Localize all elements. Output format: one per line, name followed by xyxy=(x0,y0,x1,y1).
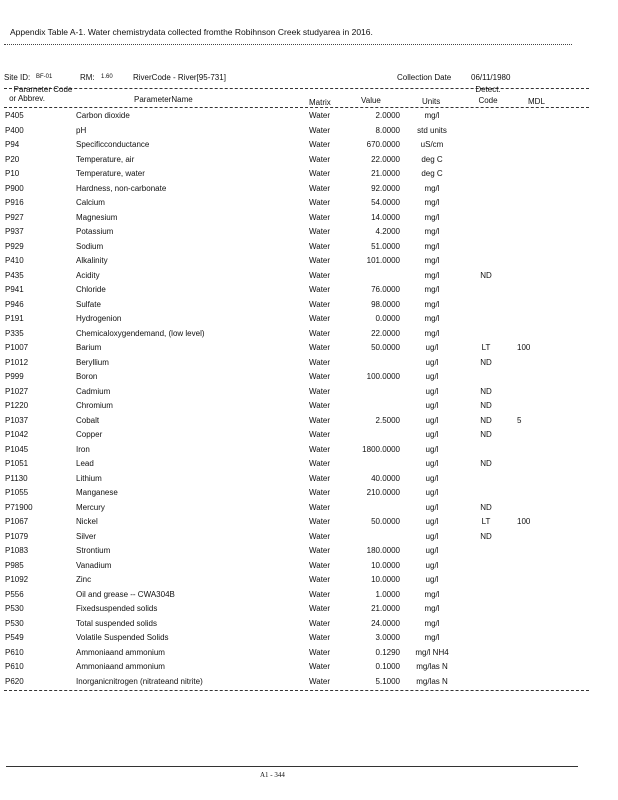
cell-units: ug/l xyxy=(425,546,439,555)
cell-units: ug/l xyxy=(425,473,439,483)
table-row xyxy=(0,458,618,473)
cell-mdl: 100 xyxy=(517,517,531,526)
cell-value: 92.0000 xyxy=(371,183,400,193)
table-row xyxy=(0,516,618,531)
cell-param-code: P900 xyxy=(5,183,24,193)
cell-param-code: P916 xyxy=(5,198,24,207)
col-header-param-code-line2: or Abbrev. xyxy=(9,94,45,103)
cell-param-code: P1051 xyxy=(5,459,29,468)
cell-units: mg/l xyxy=(424,198,440,207)
cell-matrix: Water xyxy=(309,183,331,193)
cell-param-name: Sulfate xyxy=(76,299,101,309)
table-row xyxy=(0,342,618,357)
cell-matrix: Water xyxy=(309,125,331,135)
cell-units: uS/cm xyxy=(420,140,444,149)
table-row xyxy=(0,197,618,212)
cell-param-name: Manganese xyxy=(76,488,118,497)
table-row xyxy=(0,313,618,328)
cell-value: 670.0000 xyxy=(366,140,400,149)
cell-param-name: Inorganicnitrogen (nitrateand nitrite) xyxy=(76,676,203,686)
cell-param-code: P999 xyxy=(5,372,24,381)
cell-param-name: Chemicaloxygendemand, (low level) xyxy=(76,328,205,338)
table-row xyxy=(0,473,618,488)
cell-units: mg/l xyxy=(424,328,440,338)
cell-param-name: Sodium xyxy=(76,241,104,251)
cell-units: ug/l xyxy=(425,444,439,454)
caption-divider xyxy=(4,44,572,45)
cell-units: mg/l xyxy=(424,299,440,309)
cell-matrix: Water xyxy=(309,227,331,236)
cell-param-name: Lead xyxy=(76,459,94,468)
cell-units: ug/l xyxy=(425,430,439,439)
cell-matrix: Water xyxy=(309,270,331,280)
cell-matrix: Water xyxy=(309,198,331,207)
cell-param-name: Hardness, non-carbonate xyxy=(76,183,167,193)
cell-param-name: Strontium xyxy=(76,546,111,555)
cell-matrix: Water xyxy=(309,662,331,671)
cell-detect-code: ND xyxy=(480,415,492,425)
cell-matrix: Water xyxy=(309,299,331,309)
cell-param-name: Magnesium xyxy=(76,212,118,222)
table-row xyxy=(0,183,618,198)
cell-units: ug/l xyxy=(425,415,439,425)
col-header-param-code xyxy=(8,85,78,103)
cell-param-name: Ammoniaand ammonium xyxy=(76,662,165,671)
cell-param-name: Chloride xyxy=(76,285,106,294)
cell-value: 10.0000 xyxy=(371,575,400,584)
cell-value: 24.0000 xyxy=(371,618,400,628)
cell-param-code: P191 xyxy=(5,314,24,323)
cell-param-code: P1037 xyxy=(5,415,29,425)
cell-param-code: P941 xyxy=(5,285,24,294)
cell-value: 51.0000 xyxy=(371,241,400,251)
cell-value: 0.0000 xyxy=(375,314,400,323)
cell-detect-code: ND xyxy=(480,430,492,439)
cell-units: mg/l xyxy=(424,256,440,265)
cell-matrix: Water xyxy=(309,285,331,294)
cell-param-name: Fixedsuspended solids xyxy=(76,604,158,613)
cell-value: 3.0000 xyxy=(375,633,400,642)
cell-value: 22.0000 xyxy=(371,154,400,164)
table-row xyxy=(0,284,618,299)
cell-param-name: Carbon dioxide xyxy=(76,111,130,120)
table-row xyxy=(0,357,618,372)
table-row xyxy=(0,502,618,517)
cell-param-name: Potassium xyxy=(76,227,114,236)
cell-param-code: P71900 xyxy=(5,502,33,512)
cell-value: 4.2000 xyxy=(375,227,400,236)
cell-units: ug/l xyxy=(425,488,439,497)
cell-units: ug/l xyxy=(425,343,439,352)
cell-matrix: Water xyxy=(309,618,331,628)
site-id-label: Site ID: xyxy=(4,73,31,82)
cell-param-code: P405 xyxy=(5,111,24,120)
cell-units: mg/l xyxy=(424,604,440,613)
cell-param-code: P1083 xyxy=(5,546,29,555)
cell-units: mg/l xyxy=(424,212,440,222)
cell-units: ug/l xyxy=(425,502,439,512)
col-header-detect xyxy=(474,85,502,105)
cell-value: 40.0000 xyxy=(371,473,400,483)
col-header-value: Value xyxy=(361,96,381,105)
collection-date-value: 06/11/1980 xyxy=(471,73,511,82)
cell-value: 101.0000 xyxy=(366,256,400,265)
cell-param-name: Boron xyxy=(76,372,98,381)
cell-param-code: P937 xyxy=(5,227,24,236)
table-row xyxy=(0,212,618,227)
cell-param-name: Temperature, water xyxy=(76,169,145,178)
cell-value: 76.0000 xyxy=(371,285,400,294)
cell-param-code: P985 xyxy=(5,560,24,570)
cell-units: mg/l xyxy=(424,183,440,193)
table-row xyxy=(0,661,618,676)
cell-matrix: Water xyxy=(309,604,331,613)
cell-detect-code: ND xyxy=(480,531,492,541)
cell-matrix: Water xyxy=(309,169,331,178)
cell-units: std units xyxy=(417,125,447,135)
cell-units: deg C xyxy=(421,169,443,178)
table-row xyxy=(0,647,618,662)
cell-param-name: Total suspended solids xyxy=(76,618,157,628)
cell-units: ug/l xyxy=(425,517,439,526)
cell-units: mg/l xyxy=(424,633,440,642)
cell-matrix: Water xyxy=(309,357,331,367)
rm-label: RM: xyxy=(80,73,95,82)
table-row xyxy=(0,560,618,575)
table-row xyxy=(0,531,618,546)
table-row xyxy=(0,270,618,285)
cell-param-code: P1007 xyxy=(5,343,29,352)
data-table xyxy=(0,110,618,690)
cell-matrix: Water xyxy=(309,111,331,120)
cell-param-name: Iron xyxy=(76,444,90,454)
table-row xyxy=(0,603,618,618)
header-divider-bottom xyxy=(4,107,589,108)
cell-matrix: Water xyxy=(309,647,331,657)
cell-value: 21.0000 xyxy=(371,604,400,613)
cell-value: 5.1000 xyxy=(375,676,400,686)
table-row xyxy=(0,226,618,241)
cell-matrix: Water xyxy=(309,140,331,149)
cell-param-code: P549 xyxy=(5,633,24,642)
table-row xyxy=(0,110,618,125)
col-header-param-code-line1: Parameter Code xyxy=(13,85,73,94)
cell-param-code: P927 xyxy=(5,212,24,222)
col-header-param-name: ParameterName xyxy=(134,95,193,104)
cell-param-name: Cobalt xyxy=(76,415,100,425)
cell-param-name: Zinc xyxy=(76,575,92,584)
col-header-mdl: MDL xyxy=(528,97,545,106)
cell-units: mg/l xyxy=(424,589,440,599)
column-headers xyxy=(0,87,618,109)
cell-units: ug/l xyxy=(425,372,439,381)
cell-units: deg C xyxy=(421,154,443,164)
cell-param-name: Vanadium xyxy=(76,560,112,570)
cell-units: ug/l xyxy=(425,575,439,584)
cell-param-name: Cadmium xyxy=(76,386,111,396)
cell-matrix: Water xyxy=(309,328,331,338)
cell-value: 50.0000 xyxy=(371,343,400,352)
cell-param-name: Lithium xyxy=(76,473,102,483)
cell-units: mg/las N xyxy=(416,662,448,671)
cell-matrix: Water xyxy=(309,473,331,483)
cell-matrix: Water xyxy=(309,444,331,454)
cell-matrix: Water xyxy=(309,502,331,512)
table-row xyxy=(0,574,618,589)
cell-detect-code: ND xyxy=(480,357,492,367)
rm-value: 1.60 xyxy=(101,74,113,80)
cell-param-code: P610 xyxy=(5,662,24,671)
table-row xyxy=(0,444,618,459)
cell-value: 10.0000 xyxy=(371,560,400,570)
table-row xyxy=(0,386,618,401)
cell-param-code: P1092 xyxy=(5,575,29,584)
table-row xyxy=(0,589,618,604)
cell-param-name: Copper xyxy=(76,430,103,439)
table-row xyxy=(0,139,618,154)
table-row xyxy=(0,429,618,444)
cell-matrix: Water xyxy=(309,241,331,251)
cell-param-code: P1079 xyxy=(5,531,29,541)
cell-param-code: P400 xyxy=(5,125,24,135)
cell-units: mg/l xyxy=(424,227,440,236)
cell-param-name: Hydrogenion xyxy=(76,314,122,323)
col-header-matrix: Matrix xyxy=(309,98,331,107)
cell-param-name: Barium xyxy=(76,343,102,352)
cell-value: 14.0000 xyxy=(371,212,400,222)
cell-detect-code: LT xyxy=(481,517,491,526)
cell-param-name: Nickel xyxy=(76,517,98,526)
cell-detect-code: ND xyxy=(480,502,492,512)
cell-param-name: Chromium xyxy=(76,401,113,410)
cell-value: 8.0000 xyxy=(375,125,400,135)
cell-units: mg/l xyxy=(424,111,440,120)
cell-param-name: Acidity xyxy=(76,270,100,280)
site-header xyxy=(0,73,618,85)
cell-param-name: Silver xyxy=(76,531,97,541)
cell-param-code: P335 xyxy=(5,328,24,338)
cell-units: mg/l xyxy=(424,241,440,251)
cell-value: 98.0000 xyxy=(371,299,400,309)
cell-matrix: Water xyxy=(309,575,331,584)
cell-value: 2.0000 xyxy=(375,111,400,120)
table-row xyxy=(0,400,618,415)
cell-param-code: P610 xyxy=(5,647,24,657)
cell-matrix: Water xyxy=(309,517,331,526)
cell-param-code: P1067 xyxy=(5,517,29,526)
cell-matrix: Water xyxy=(309,256,331,265)
cell-matrix: Water xyxy=(309,314,331,323)
cell-value: 50.0000 xyxy=(371,517,400,526)
cell-value: 2.5000 xyxy=(375,415,400,425)
table-row xyxy=(0,299,618,314)
cell-matrix: Water xyxy=(309,212,331,222)
cell-param-name: Beryllium xyxy=(76,357,109,367)
table-row xyxy=(0,168,618,183)
cell-matrix: Water xyxy=(309,589,331,599)
cell-value: 1800.0000 xyxy=(362,444,400,454)
table-row xyxy=(0,676,618,691)
cell-units: mg/l xyxy=(424,618,440,628)
cell-param-code: P1055 xyxy=(5,488,29,497)
cell-matrix: Water xyxy=(309,560,331,570)
river-code: RiverCode - River[95-731] xyxy=(133,73,226,82)
cell-param-code: P1027 xyxy=(5,386,29,396)
cell-matrix: Water xyxy=(309,531,331,541)
cell-param-code: P435 xyxy=(5,270,24,280)
cell-value: 22.0000 xyxy=(371,328,400,338)
cell-matrix: Water xyxy=(309,386,331,396)
cell-param-code: P1130 xyxy=(5,473,28,483)
cell-param-code: P946 xyxy=(5,299,24,309)
cell-param-code: P20 xyxy=(5,154,20,164)
cell-matrix: Water xyxy=(309,415,331,425)
cell-param-code: P1220 xyxy=(5,401,29,410)
cell-param-code: P410 xyxy=(5,256,24,265)
cell-param-code: P556 xyxy=(5,589,24,599)
cell-units: ug/l xyxy=(425,531,439,541)
cell-value: 54.0000 xyxy=(371,198,400,207)
cell-param-name: Alkalinity xyxy=(76,256,108,265)
table-row xyxy=(0,241,618,256)
table-row xyxy=(0,125,618,140)
table-row xyxy=(0,371,618,386)
cell-matrix: Water xyxy=(309,546,331,555)
cell-param-name: Volatile Suspended Solids xyxy=(76,633,169,642)
footer-rule xyxy=(6,766,578,767)
table-row xyxy=(0,487,618,502)
table-row xyxy=(0,255,618,270)
site-id-value: BF-01 xyxy=(36,74,53,80)
cell-detect-code: LT xyxy=(481,343,491,352)
cell-value: 100.0000 xyxy=(366,372,400,381)
cell-units: mg/l xyxy=(424,314,440,323)
cell-param-name: Oil and grease -- CWA304B xyxy=(76,589,175,599)
collection-date-label: Collection Date xyxy=(397,73,452,82)
table-row xyxy=(0,415,618,430)
table-row xyxy=(0,545,618,560)
table-row xyxy=(0,328,618,343)
cell-units: ug/l xyxy=(425,459,439,468)
cell-param-name: Temperature, air xyxy=(76,154,135,164)
cell-param-name: pH xyxy=(76,125,87,135)
cell-param-code: P1045 xyxy=(5,444,29,454)
col-header-detect-line2: Code xyxy=(478,96,498,105)
cell-value: 0.1290 xyxy=(375,647,400,657)
cell-matrix: Water xyxy=(309,633,331,642)
cell-mdl: 5 xyxy=(517,415,522,425)
cell-matrix: Water xyxy=(309,343,331,352)
cell-value: 21.0000 xyxy=(371,169,400,178)
cell-detect-code: ND xyxy=(480,270,492,280)
table-caption: Appendix Table A-1. Water chemistrydata collected fromthe Robihnson Creek studyarea in 2016. xyxy=(10,27,373,37)
cell-matrix: Water xyxy=(309,430,331,439)
col-header-detect-line1: Detect. xyxy=(475,85,501,94)
cell-units: ug/l xyxy=(425,386,439,396)
cell-param-name: Calcium xyxy=(76,198,105,207)
cell-units: mg/l xyxy=(424,285,440,294)
cell-mdl: 100 xyxy=(517,343,531,352)
cell-value: 180.0000 xyxy=(366,546,400,555)
cell-units: mg/l NH4 xyxy=(415,647,449,657)
cell-matrix: Water xyxy=(309,459,331,468)
cell-param-code: P1042 xyxy=(5,430,29,439)
table-end-divider xyxy=(4,690,589,691)
cell-param-code: P1012 xyxy=(5,357,29,367)
cell-param-name: Mercury xyxy=(76,502,105,512)
cell-detect-code: ND xyxy=(480,386,492,396)
cell-param-name: Ammoniaand ammonium xyxy=(76,647,165,657)
cell-value: 210.0000 xyxy=(366,488,400,497)
table-row xyxy=(0,632,618,647)
cell-detect-code: ND xyxy=(480,459,492,468)
cell-param-code: P530 xyxy=(5,618,24,628)
cell-units: mg/las N xyxy=(416,676,448,686)
cell-units: ug/l xyxy=(425,357,439,367)
table-row xyxy=(0,154,618,169)
cell-value: 0.1000 xyxy=(375,662,400,671)
cell-matrix: Water xyxy=(309,676,331,686)
cell-param-code: P10 xyxy=(5,169,20,178)
cell-matrix: Water xyxy=(309,372,331,381)
cell-detect-code: ND xyxy=(480,401,492,410)
cell-param-name: Specificconductance xyxy=(76,140,150,149)
cell-param-code: P94 xyxy=(5,140,20,149)
cell-matrix: Water xyxy=(309,401,331,410)
cell-matrix: Water xyxy=(309,488,331,497)
cell-units: ug/l xyxy=(425,560,439,570)
cell-units: mg/l xyxy=(424,270,440,280)
cell-matrix: Water xyxy=(309,154,331,164)
cell-param-code: P620 xyxy=(5,676,24,686)
cell-value: 1.0000 xyxy=(375,589,400,599)
page-number: A1 - 344 xyxy=(260,771,285,779)
cell-units: ug/l xyxy=(425,401,439,410)
col-header-units: Units xyxy=(422,97,441,106)
cell-param-code: P929 xyxy=(5,241,24,251)
cell-param-code: P530 xyxy=(5,604,24,613)
table-row xyxy=(0,618,618,633)
